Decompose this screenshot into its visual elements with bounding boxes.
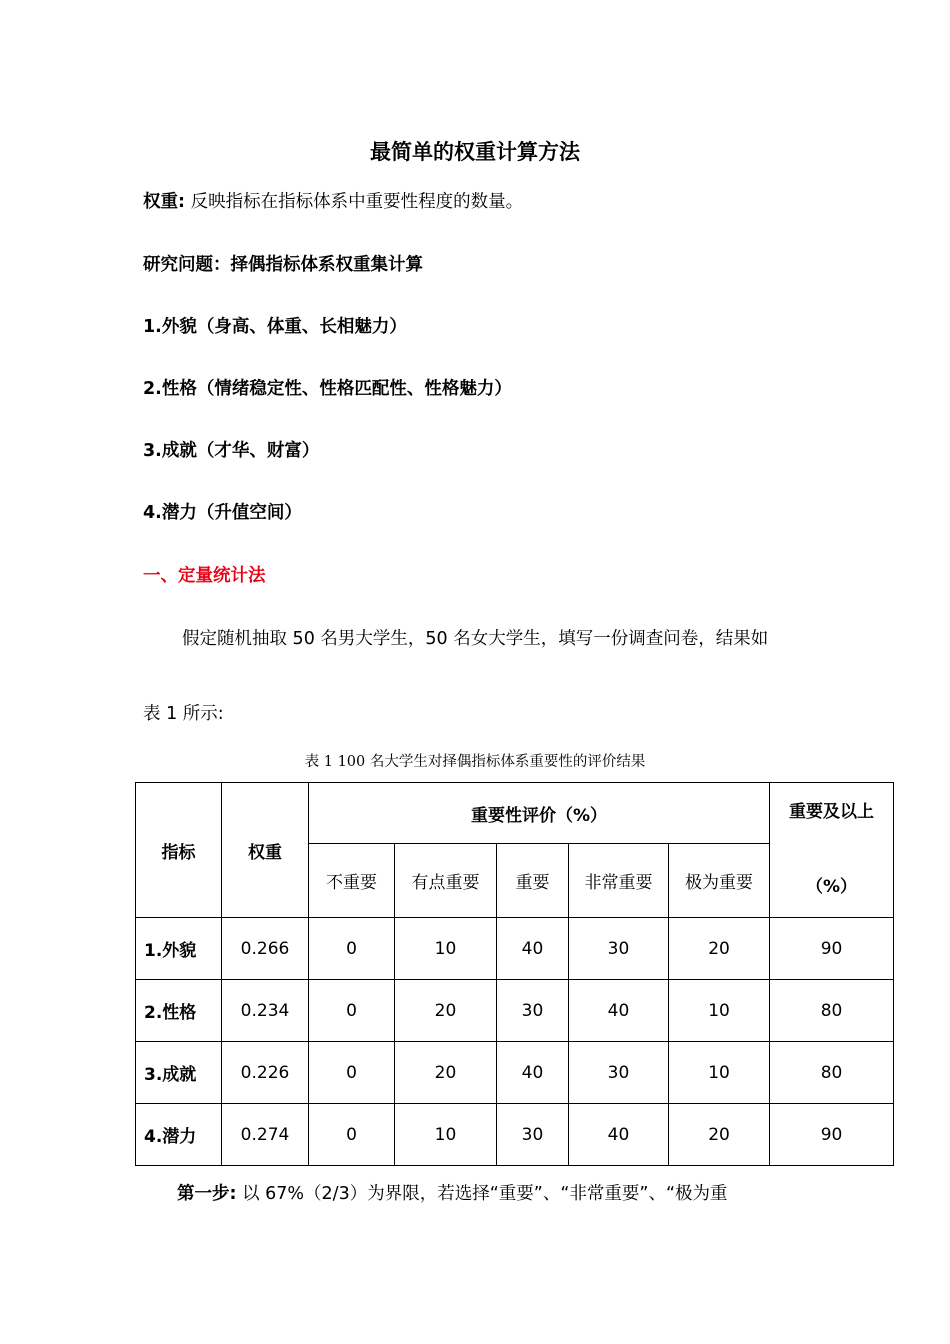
row-value: 10: [395, 918, 497, 980]
evaluation-table: [135, 782, 894, 1166]
definition-line: [143, 188, 523, 213]
row-value: 20: [395, 980, 497, 1042]
row-value: 30: [569, 1042, 669, 1104]
header-weight: 权重: [222, 783, 309, 918]
row-value: 10: [395, 1104, 497, 1166]
header-important-above-line1: 重要及以上: [789, 802, 875, 822]
row-value: 40: [569, 980, 669, 1042]
research-question: 研究问题：择偶指标体系权重集计算: [143, 255, 423, 275]
row-value: 40: [497, 1042, 569, 1104]
table-row: [136, 980, 894, 1042]
row-value: 20: [669, 918, 770, 980]
row-value: 0: [309, 980, 395, 1042]
row-value: 0: [309, 918, 395, 980]
section-heading: 一、定量统计法: [143, 566, 266, 586]
indicator-item-3: 3.成就（才华、财富）: [143, 441, 320, 461]
row-total: 80: [770, 1042, 894, 1104]
header-indicator: 指标: [136, 783, 222, 918]
table-caption: 表 1 100 名大学生对择偶指标体系重要性的评价结果: [304, 754, 646, 770]
step1-label: 第一步:: [177, 1184, 237, 1204]
row-value: 10: [669, 980, 770, 1042]
header-important-above: [770, 783, 894, 918]
header-important-above-line2: （%）: [805, 877, 858, 897]
row-weight: 0.226: [222, 1042, 309, 1104]
step1-line: [177, 1180, 728, 1205]
subheader-cell: 有点重要: [395, 844, 497, 918]
row-indicator: 1.外貌: [136, 918, 222, 980]
definition-label: 权重:: [143, 192, 185, 212]
row-value: 30: [497, 980, 569, 1042]
indicator-item-1: 1.外貌（身高、体重、长相魅力）: [143, 317, 407, 337]
row-total: 90: [770, 918, 894, 980]
row-value: 20: [669, 1104, 770, 1166]
table-header-row: [136, 783, 894, 844]
row-value: 30: [569, 918, 669, 980]
row-total: 80: [770, 980, 894, 1042]
row-indicator: 4.潜力: [136, 1104, 222, 1166]
row-value: 0: [309, 1042, 395, 1104]
subheader-cell: 重要: [497, 844, 569, 918]
table-row: [136, 1042, 894, 1104]
row-total: 90: [770, 1104, 894, 1166]
row-indicator: 3.成就: [136, 1042, 222, 1104]
subheader-cell: 极为重要: [669, 844, 770, 918]
row-weight: 0.266: [222, 918, 309, 980]
table-row: [136, 1104, 894, 1166]
row-indicator: 2.性格: [136, 980, 222, 1042]
paragraph-line-1: 假定随机抽取 50 名男大学生，50 名女大学生，填写一份调查问卷，结果如: [182, 629, 769, 649]
indicator-item-2: 2.性格（情绪稳定性、性格匹配性、性格魅力）: [143, 379, 512, 399]
row-value: 10: [669, 1042, 770, 1104]
header-eval-group: 重要性评价（%）: [309, 783, 770, 844]
subheader-cell: 不重要: [309, 844, 395, 918]
row-value: 20: [395, 1042, 497, 1104]
row-value: 30: [497, 1104, 569, 1166]
step1-text: 以 67%（2/3）为界限，若选择“重要”、“非常重要”、“极为重: [242, 1184, 728, 1204]
row-value: 40: [569, 1104, 669, 1166]
page-title: 最简单的权重计算方法: [370, 140, 580, 164]
row-value: 0: [309, 1104, 395, 1166]
table-row: [136, 918, 894, 980]
row-weight: 0.274: [222, 1104, 309, 1166]
row-weight: 0.234: [222, 980, 309, 1042]
subheader-cell: 非常重要: [569, 844, 669, 918]
row-value: 40: [497, 918, 569, 980]
paragraph-line-2: 表 1 所示:: [143, 704, 224, 724]
indicator-item-4: 4.潜力（升值空间）: [143, 503, 302, 523]
definition-text: 反映指标在指标体系中重要性程度的数量。: [190, 192, 524, 212]
